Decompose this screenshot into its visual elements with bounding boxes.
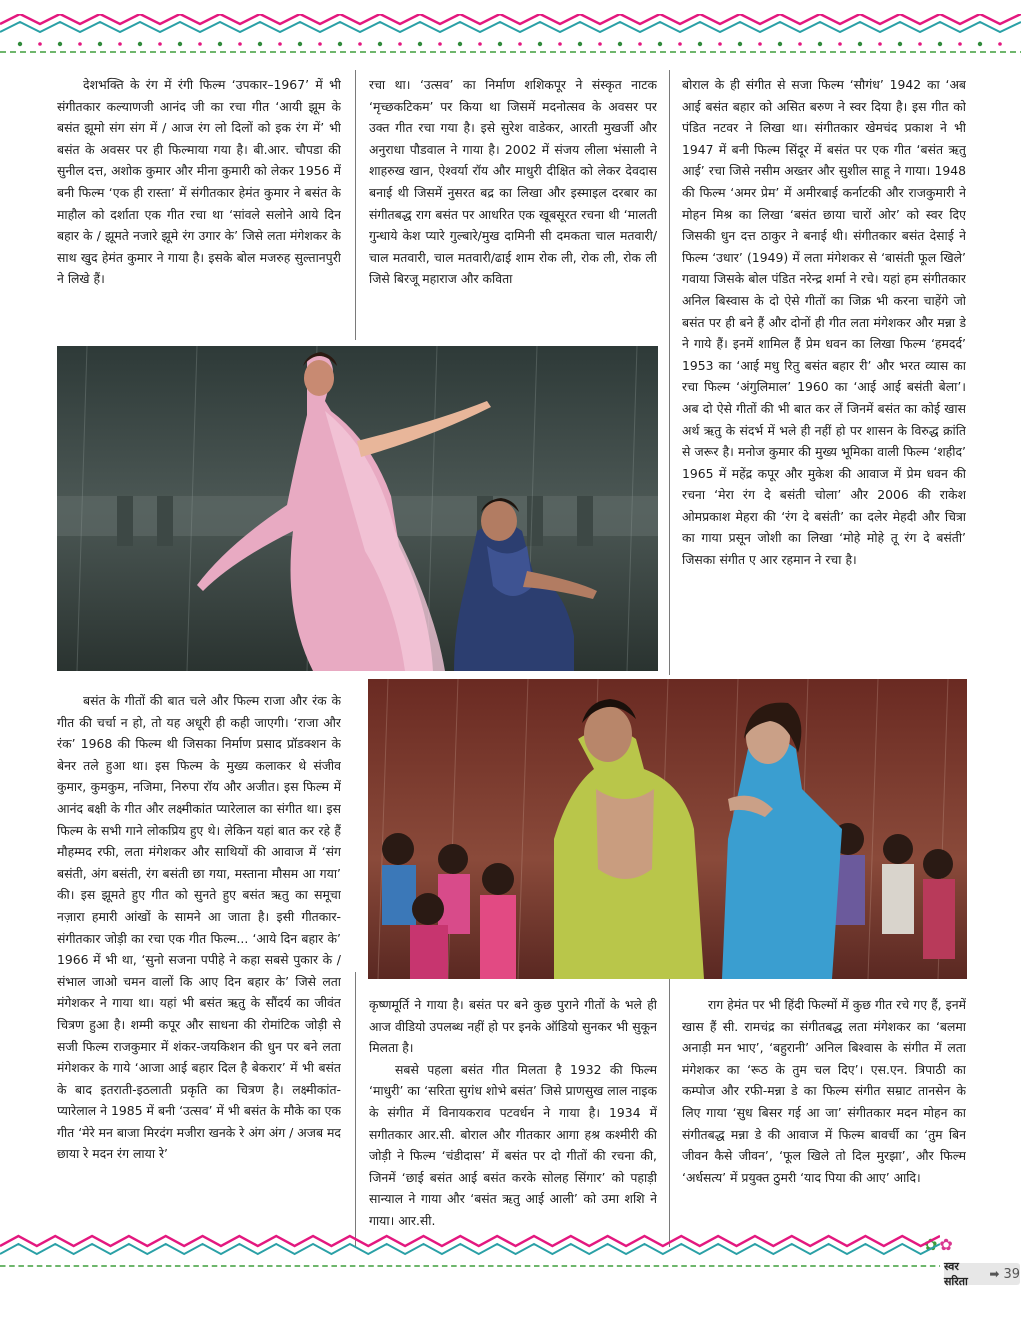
column-2-bottom-text	[369, 994, 657, 1250]
column-divider	[669, 972, 670, 1247]
page-number: 39	[1003, 1266, 1020, 1282]
column-3-bottom-text	[682, 994, 966, 1226]
column-1-bottom-text	[57, 690, 341, 1250]
column-3-top-text	[682, 74, 966, 674]
film-still-photo	[368, 679, 967, 979]
paragraph: देशभक्ति के रंग में रंगी फिल्म ‘उपकार–1967’ में भी संगीतकार कल्याणजी आनंद जी का रचा गीत ‘आयी झूम के बसंत झूमो संग संग में / आज रंग लो दिलों को इक रंग में’ भी बसंत के अवसर पर ही फिल्माया गया है। बी.आर. चौपडा की सुनील दत्त, अशोक कुमार और मीना कुमारी को लेकर 1956 में बनी फिल्म ‘एक ही रास्ता’ में संगीतकार हेमंत कुमार ने बसंत के माहौल को दर्शाता एक गीत रचा था ‘सांवले सलोने आये दिन बहार के / झूमते नजारे झूमे रंग उगार के’ जिसे लता मंगेशकर के साथ खुद हेमंत कुमार ने गाया है। इसके बोल मजरुह सुल्तानपुरी ने लिखे हैं।	[57, 77, 341, 287]
bottom-decorative-border	[0, 1226, 940, 1272]
arrow-right-icon: ➡	[989, 1267, 1000, 1281]
column-1-top-text	[57, 74, 341, 334]
paragraph: बोराल के ही संगीत से सजा फिल्म ‘सौगंध’ 1942 का ‘अब आई बसंत बहार को असित बरुण ने स्वर दिया है। इस गीत को पंडित नटवर ने लिखा था। संगीतकार खेमचंद प्रकाश ने भी 1947 में बनी फिल्म सिंदूर में बसंत पर एक गीत ‘बसंत ऋतु आई’ रचा जिसे नसीम अख्तर और सुशील साहू ने गाया। 1948 की फिल्म ‘अमर प्रेम’ में अमीरबाई कर्नाटकी और राजकुमारी ने मोहन मिश्र का लिखा ‘बसंत छाया चारों ओर’ को स्वर दिए जिसकी धुन दत्त ठाकुर ने बनाई थी। संगीतकार बसंत देसाई ने फिल्म ‘उधार’ (1949) में लता मंगेशकर से ‘बासंती फूल खिले’ गवाया जिसके बोल पंडित नरेन्द्र शर्मा ने रचे। यहां हम संगीतकार अनिल बिस्वास के दो ऐसे गीतों का जिक्र भी करना चाहेंगे जो बसंत पर ही बने हैं और दोनों ही गीत लता मंगेशकर और मन्ना डे ने गाये हैं। इनमें शामिल हैं प्रेम धवन का लिखा फिल्म ‘हमदर्द’ 1953 का ‘आई मधु रितु बसंत बहार री’ और भरत व्यास का रचा फिल्म ‘अंगुलिमाल’ 1960 का ‘आई आई बसंती बेला’। अब दो ऐसे गीतों की भी बात कर लें जिनमें बसंत का कोई खास अर्थ ऋतु के संदर्भ में भले ही नहीं हो पर शासन के विरुद्ध क्रांति से जरूर है। मनोज कुमार की मुख्य भूमिका वाली फिल्म ‘शहीद’ 1965 में महेंद्र कपूर और मुकेश की आवाज में प्रेम धवन की रचना ‘मेरा रंग दे बसंती चोला’ और 2006 की राकेश ओमप्रकाश मेहरा की ‘रंग दे बसंती’ का दलेर मेहदी और चित्रा का गाया प्रसून जोशी का लिखा ‘मोहे मोहे तू रंग दे बसंती’ जिसका संगीत ए आर रहमान ने रचा है।	[682, 77, 966, 568]
paragraph: राग हेमंत पर भी हिंदी फिल्मों में कुछ गीत रचे गए हैं, इनमें खास हैं सी. रामचंद्र का संगीतबद्ध लता मंगेशकर का ‘बलमा अनाड़ी मन भाए’, ‘बहुरानी’ अनिल बिश्वास के संगीत में लता मंगेशकर का ‘रूठ के तुम चल दिए’। एस.एन. त्रिपाठी का कम्पोज और रफी-मन्ना डे का फिल्म संगीत सम्राट तानसेन के लिए गाया ‘सुध बिसर गई आ जा’ संगीतकार मदन मोहन का संगीतबद्ध मन्ना डे की आवाज में फिल्म बावर्ची का ‘तुम बिन जीवन कैसे जीवन’, ‘फूल खिले तो दिल मुरझा’, और फिल्म ‘अर्धसत्य’ में प्रयुक्त ठुमरी ‘याद पिया की आए’ आदि।	[682, 997, 966, 1185]
page-footer-badge	[944, 1260, 1020, 1288]
paragraph: बसंत के गीतों की बात चले और फिल्म राजा और रंक के गीत की चर्चा न हो, तो यह अधूरी ही कही जाएगी। ‘राजा और रंक’ 1968 की फिल्म थी जिसका निर्माण प्रसाद प्रॉडक्शन के बेनर तले हुआ था। इस फिल्म के मुख्य कलाकर थे संजीव कुमार, कुमकुम, नजिमा, निरुपा रॉय और अजीत। इस फिल्म में आनंद बक्षी के गीत और लक्ष्मीकांत प्यारेलाल का संगीत था। इस फिल्म के सभी गाने लोकप्रिय हुए थे। लेकिन यहां बात कर रहे हैं मौहम्मद रफी, लता मंगेशकर और साथियों की आवाज में ‘संग बसंती, अंग बसंती, रंग बसंती छा गया, मस्ताना मौसम आ गया’ की। इस झूमते हुए गीत को सुनते हुए बसंत ऋतु का समूचा नज़ारा हमारी आंखों के सामने आ जाता है। इसी गीतकार-संगीतकार जोड़ी का रचा एक गीत फिल्म... ‘आये दिन बहार के’ 1966 में भी था, ‘सुनो सजना पपीहे ने कहा सबसे पुकार के / संभाल जाओ चमन वालों कि आए दिन बहार के’ जिसे लता मंगेशकर ने गाया था। यहां भी बसंत ऋतु के सौंदर्य का जीवंत चित्रण हुआ है। शम्मी कपूर और साधना की रोमांटिक जोड़ी से सजी फिल्म राजकुमार में शंकर-जयकिशन की धुन पर बने लता मंगेशकर के गाये ‘आजा आई बहार दिल है बेकरार’ में भी बसंत के बाद इतराती-इठलाती प्रकृति का चित्रण है। लक्ष्मीकांत-प्यारेलाल ने 1985 में बनी ‘उत्सव’ में भी बसंत के मौके का एक गीत ‘मेरे मन बाजा मिरदंग मजीरा खनके रे अंग अंग / अजब मद छाया रे मदन रंग लाया रे’	[57, 693, 341, 1162]
column-2-top-text	[369, 74, 657, 334]
paragraph: रचा था। ‘उत्सव’ का निर्माण शशिकपूर ने संस्कृत नाटक ‘मृच्छकटिकम’ पर किया था जिसमें मदनोत्सव के अवसर पर उक्त गीत रचा गया है। इसे सुरेश वाडेकर, आरती मुखर्जी और अनुराधा पौडवाल ने गाया है। 2002 में संजय लीला भंसाली ने शाहरुख खान, ऐश्वर्या रॉय और माधुरी दीक्षित को लेकर देवदास बनाई थी जिसमें नुसरत बद्र का लिखा और इस्माइल दरबार का संगीतबद्ध राग बसंत पर आधरित एक खूबसूरत रचना थी ‘मालती गुन्धाये केश प्यारे गुल्बारे/मुख दामिनी सी दमकता चाल मतवारी/चाल मतवारी, चाल मतवारी/ढाई शाम रोक ली, रोक ली, रोक ली जिसे बिरजू महाराज और कविता	[369, 77, 657, 287]
flower-icon: ✿	[924, 1235, 940, 1254]
film-still-photo	[57, 346, 658, 671]
column-divider	[669, 70, 670, 675]
column-divider	[355, 70, 356, 340]
column-divider	[355, 972, 356, 1247]
paragraph: कृष्णमूर्ति ने गाया है। बसंत पर बने कुछ पुराने गीतों के भले ही आज वीडियो उपलब्ध नहीं हो पर इनके ऑडियो सुनकर भी सुकून मिलता है।	[369, 997, 657, 1056]
magazine-name: स्वर सरिता	[944, 1260, 968, 1288]
top-decorative-border	[0, 14, 1021, 60]
flower-icon: ✿	[939, 1235, 955, 1254]
paragraph: सबसे पहला बसंत गीत मिलता है 1932 की फिल्म ‘माधुरी’ का ‘सरिता सुगंध शोभे बसंत’ जिसे प्राणसुख लाल नाइक के संगीत में विनायकराव पटवर्धन ने गाया है। 1934 में सगीतकार आर.सी. बोराल और गीतकार आगा हश्र कश्मीरी की जोड़ी ने फिल्म ‘चंडीदास’ में बसंत पर दो गीतों की रचना की, जिनमें ‘छाई बसंत आई बसंत करके सोलह सिंगार’ को पहाड़ी सान्याल ने गाया और ‘बसंत ऋतु आई आली’ को उमा शशि ने गाया। आर.सी.	[369, 1061, 657, 1228]
